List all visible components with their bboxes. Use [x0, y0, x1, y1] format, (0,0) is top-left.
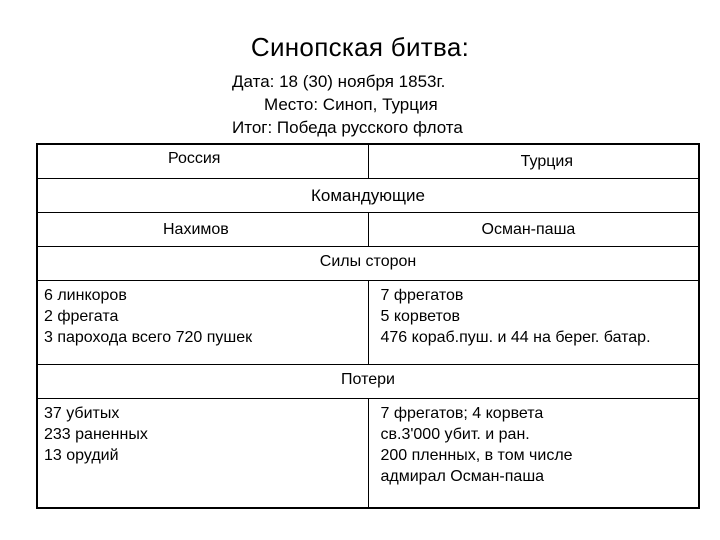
- losses-russia: [37, 399, 368, 509]
- losses-header: Потери: [37, 365, 699, 399]
- losses-turkey: [368, 399, 699, 509]
- list-item: 200 пленных, в том числе: [380, 447, 573, 464]
- commander-russia: Нахимов: [37, 213, 368, 247]
- list-item: 476 кораб.пуш. и 44 на берег. батар.: [380, 329, 651, 346]
- page-title: Синопская битва:: [250, 32, 470, 62]
- list-item: 7 фрегатов: [380, 287, 464, 304]
- list-item: св.3'000 убит. и ран.: [380, 426, 530, 443]
- forces-header-row: [37, 247, 699, 281]
- commanders-row: [37, 213, 699, 247]
- commander-turkey: Осман-паша: [368, 213, 699, 247]
- comparison-table: [36, 143, 700, 509]
- commanders-header-row: [37, 179, 699, 213]
- commanders-header: Командующие: [37, 179, 699, 213]
- list-item: 233 раненных: [44, 426, 148, 443]
- side-russia: Россия: [37, 144, 368, 179]
- list-item: 2 фрегата: [44, 308, 119, 325]
- forces-row: [37, 281, 699, 365]
- forces-russia: [37, 281, 368, 365]
- side-turkey: Турция: [368, 144, 699, 179]
- losses-header-row: [37, 365, 699, 399]
- list-item: 37 убитых: [44, 405, 120, 422]
- battle-place: Место: Синоп, Турция: [264, 95, 438, 114]
- battle-result: Итог: Победа русского флота: [232, 118, 463, 137]
- list-item: 3 парохода всего 720 пушек: [44, 329, 253, 346]
- list-item: адмирал Осман-паша: [380, 468, 545, 485]
- forces-turkey: [368, 281, 699, 365]
- battle-date: Дата: 18 (30) ноября 1853г.: [232, 72, 446, 91]
- forces-header: Силы сторон: [37, 247, 699, 281]
- sides-row: [37, 144, 699, 179]
- list-item: 6 линкоров: [44, 287, 127, 304]
- list-item: 13 орудий: [44, 447, 119, 464]
- list-item: 5 корветов: [380, 308, 461, 325]
- list-item: 7 фрегатов; 4 корвета: [380, 405, 544, 422]
- losses-row: [37, 399, 699, 509]
